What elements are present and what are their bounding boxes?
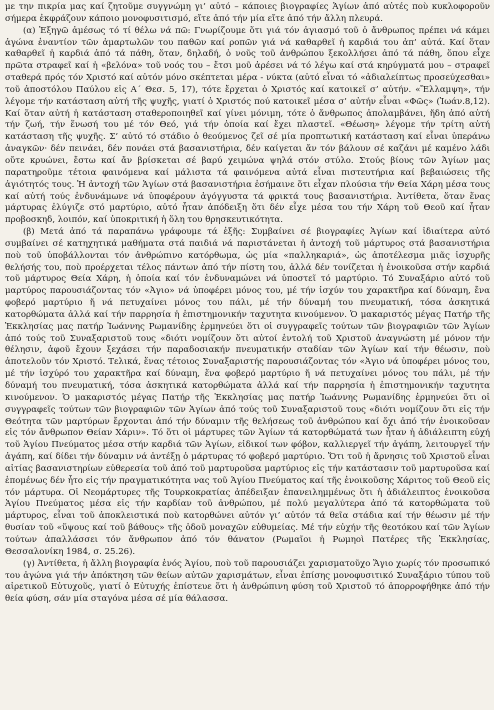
paragraph-intro: με την πικρία μας καί ζητοῦμε συγγνώμη γι’ αὐτό – κάποιες βιογραφίες Ἁγίων ἀπό αὐτές ποὺ κυκλοφοροῦν σήμερα ἐκφράζουν κάποιο μονοφυσιτισμό, εἴτε ἀπό τήν μία εἴτε ἀπό τήν ἄλλη πλευρά. [5,2,490,24]
paragraph-c: (γ) Ἀντίθετα, ἡ ἄλλη βιογραφία ἑνός Ἁγίου, ποὺ τοῦ παρουσιάζει χαρισματοῦχο Ἅγιο χωρίς τόν προσωπικό του ἀγώνα γιά τήν ἀπόκτηση τῶν θείων αὐτῶν χαρισμάτων, εἶναι ἐπίσης μονοφυσιτικό Συναξάριο τύπου τοῦ αἱρετικοῦ Εὐτυχοῦς, γιατί ὁ Εὐτυχής ἐπίστευε ὅτι ἡ ἀνθρώπινη φύση τοῦ Χριστοῦ τό ἀπορροφήθηκε ἀπό τήν θεία φύση, σάν μία σταγόνα μέσα σέ μία θάλασσα. [5,558,490,605]
paragraph-a: (α) Ἐξηγῶ ἀμέσως τό τί θέλω νά πῶ: Γνωρίζουμε ὅτι γιά τόν ἁγιασμό τοῦ ὁ ἄνθρωπος πρέπει νά κάμει ἀγώνα ἐναντίον τῶν ἁμαρτωλῶν του παθῶν καί ροπῶν γιά νά καθαρθεῖ ἡ καρδιά του ἀπ’ αὐτά. Καί ὅταν καθαρθεῖ ἡ καρδιά ἀπό τά πάθη, ὅταν, δηλαδή, ὁ νοῦς τοῦ ἀνθρώπου ξεκολλήσει ἀπό τά πάθη, ὅπου εἶχε πρῶτα στραφεῖ καί ἡ «βελόνα» τοῦ νοός του – ἔτσι μοῦ ἀρέσει νά τό λέγω καί στά κηρύγματά μου – στραφεῖ σταθερά πρός τόν Χριστό καί αὐτόν μόνο σκέπτεται μέρα - νύκτα (αὐτό εἶναι τό «ἀδιαλείπτως προσεύχεσθαι» τοῦ ἀποστόλου Παύλου εἰς Α΄ Θεσ. 5, 17), τότε ἔρχεται ὁ Χριστός καί κατοικεῖ σ’ αὐτήν. «Ἔλλαμψη», τήν λέγομε τήν κατάσταση αὐτή τῆς ψυχῆς, γιατί ὁ Χριστός πού κατοικεῖ μέσα σ’ αὐτήν εἶναι «Φῶς» (Ἰωάν.8,12). Καί ὅταν αὐτή ἡ κατάσταση σταθεροποιηθεῖ καί γίνει μόνιμη, τότε ὁ ἄνθρωπος ἀπολαμβάνει, ἤδη ἀπό αὐτή τήν ζωή, τήν ἕνωσή του μέ τόν Θεό, γιά τήν ὁποία καί ἔχει πλαστεῖ. «Θέωση» λέγομε τήν τρίτη αὐτή κατάσταση τῆς ψυχῆς. Σ’ αὐτό τό στάδιο ὁ θεούμενος ζεῖ σέ μία προπτωτική κατάσταση καί εἶναι ὑπεράνω ἀναγκῶν· δέν πεινάει, δέν πονάει στά βασανιστήρια, δέν καίγεται ἄν τόν βάλουν σέ καζάνι μέ καμένο λάδι οὔτε κρυώνει, ἔστω καί ἄν βρίσκεται σέ βαρύ χειμώνα ψηλά στόν στύλο. Στούς βίους τῶν Ἁγίων μας παρατηροῦμε τέτοια φαινόμενα καί μάλιστα τά φαινόμενα αὐτά εἶναι πιστευτήρια καί βεβαιώσεις τῆς ἁγιότητός τους. Ἡ ἀντοχή τῶν Ἁγίων στά βασανιστήρια ἐσήμαινε ὅτι εἶχαν πλούσια τήν Θεία Χάρη μέσα τους καί αὐτή τούς ἐνδυνάμωνε νά ὑποφέρουν ἀγόγγυστα τά φρικτά τους βασανιστήρια. Ἀντίθετα, ὅταν ἕνας μάρτυρας ἐλύγιζε στό μαρτύριο, αὐτό ἦταν ἀπόδειξη ὅτι δέν εἶχε μέσα του τήν Χάρη τοῦ Θεοῦ καί ἦταν προβοσκηδ, λοιπόν, καί ὑποκριτική ἡ ὅλη του θρησκευτικότητα. [5,25,490,226]
paragraph-b: (β) Μετά ἀπό τά παραπάνω γράφουμε τά ἐξῆς: Συμβαίνει σέ βιογραφίες Ἁγίων καί ἰδιαίτερα αὐτό συμβαίνει σέ κατηχητικά μαθήματα στά παιδιά νά παριστάνεται ἡ ἀντοχή τοῦ μάρτυρος στά βασανιστήρια ποὺ τοῦ ὑποβάλλονται τόν ἀνθρώπινο κατόρθωμα, ὡς μία «παλληκαριά», ὡς ἀποτέλεσμα μιᾶς ἰσχυρῆς θελήσής του, ποὺ προέρχεται τέλος πάντων ἀπό τήν πίστη του, ἀλλά δέν τονίζεται ἡ ἐνοικοῦσα στήν καρδιά τοῦ μάρτυρος Θεία Χάρη, ἡ ὁποία καί τόν ἐνδυναμώνει νά ὑποστεῖ τό μαρτύριο. Τό Συναξάριο αὐτό τοῦ μαρτύρος παρουσιάζοντας τόν «Ἀγιο» νά ὑποφέρει μόνος του, μέ τήν ἰσχύν του χαρακτῆρα καί δύναμη, ἔνα φοβερό μαρτύριο ἤ νά πετυχαίνει μόνος του πάλι, μέ τήν δύναμή του πνευματική, τόσα ἀσκητικά κατορθώματα ἀλλά καί τήν παρρησία ἡ ἐπιστημονικήν ταχυτητα κινούμενον. Ὁ μακαριστός μέγας Πατήρ τῆς Ἐκκλησίας μας πατήρ Ἰωάννης Ρωμανίδης ἑρμηνεύει ὅτι οἱ συγγραφεῖς τούτων τῶν βιογραφιῶν τῶν Ἁγίων ἀπό τούς τοῦ Συναξαριστοῦ τους «διότι νομίζουν ὅτι αὐτοί ἐντολή τοῦ Χριστοῦ ἀναγνώστη μέ μόνον τήν θέλησιν, ἀφοῦ ἔχουν ξεχάσει τήν παραδοσιακήν πνευματικήν σταδίαν τῶν Ἁγίων καί τήν θέωσιν, ποὺ ἀποτελοῦν τόν Χριστό. Τελικά, ἕνας τέτοιος Συναξαριστής παρουσιάζοντας τόν «Ἀγιο νά ὑποφέρει μόνος του, μέ τήν ἰσχύρό του χαρακτῆρα καί δύναμη, ἕνα φοβερό μαρτύριο ἤ νά πετυχαίνει μόνος του πάλι, μέ τήν δύναμή του πνευματική, τόσα ἀσκητικά κατορθώματα ἀλλά καί τήν παρρησία ἡ ἐπιστημονικήν ταχυτητα κινούμενον. Ὁ μακαριστός μέγας Πατήρ τῆς Ἐκκλησίας μας πατήρ Ἰωάννης Ρωμανίδης ἑρμηνεύει ὅτι οἱ συγγραφεῖς τούτων τῶν βιογραφιῶν τῶν Ἁγίων ἀπό τούς τοῦ Συναξαριστοῦ τους «διότι νομίζουν ὅτι εἰς τήν Θεότητα τῶν μαρτύρων ἔρχονται ἀπό τήν δύναμιν τῆς θελήσεως τοῦ ἀνθρώπου καί ὄχι ἀπό τήν ἐνοικοῦσαν εἰς τόν ἄνθρωπον Θείαν Χάριν». Τό ὅτι οἱ μάρτυρες τῶν Ἁγίων τά κατορθώματά των ἦταν ἡ ἀδιάλειπτη εὐχή τοῦ Ἁγίου Πνεύματος μέσα στήν καρδιά τῶν Ἁγίων, εἰδικοί των φόβον, καλλιεργεῖ τήν ἀγάπη, λειτουργεῖ τήν ἀγάπη, καί δίδει τήν δύναμιν νά ἀντέξῃ ὁ μάρτυρας τό φοβερό μαρτύριο. Ὅτι τοῦ ἡ ἄρνησις τοῦ Χριστοῦ εἶναι αἰτίας βασανιστηρίων εὐθερεσία τοῦ ἀπό τοῦ μαρτυροῦσα μαρτύριος εἰς τήν κατάστασιν τοῦ μαρτυροῦσα καί ἑπομένως δέν ἦτο εἰς τήν πραγματικότητα νας τοῦ Ἁγίου Πνεύματος καί τῆς ἐνοικοῦσης Χάριτος τοῦ Θεοῦ εἰς τόν μάρτυρα. Οἱ Νεομάρτυρες τῆς Τουρκοκρατίας ἀπέδειξαν ἐπανειλημμένως ὅτι ἡ ἀδιάλειπτος ἐνοικοῦσα Ἁγίου Πνεύματος μέσα εἰς τήν καρδίαν τοῦ ἀνθρώπου, μέ πολύ μεγαλύτερα ἀπό τά κατορθώματα τοῦ μάρτυρος, εἶναι τοῦ ἀποκλειστικά ποὺ κατορθώνει αὐτόν γι’ αὐτόν τά θεῖα στάδια καί τήν θέωσιν μέ τήν θυσίαν τοῦ «ὕψους καί τοῦ βάθους» τῆς ὁδοῦ μοναχῶν εὐθυμείας. Μέ τήν εὐχήν τῆς θεοτόκου καί τῶν Ἁγίων τούτων ἀπαλλάσσει τόν ἄνθρωπον ἀπό τόν θάνατον (Ρωμαῖοι ἡ Ρωμηοὶ Πατέρες τῆς Ἐκκλησίας, Θεσσαλονίκη 1984, σ. 25.26). [5,227,490,557]
